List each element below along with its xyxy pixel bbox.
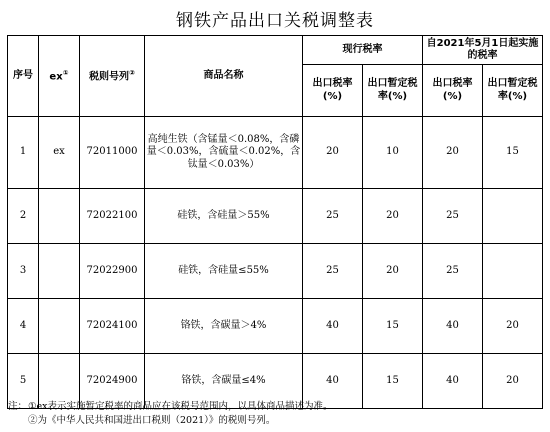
header-name: 商品名称 — [145, 36, 303, 117]
cell-code: 72011000 — [80, 117, 145, 189]
cell-new-export: 20 — [423, 117, 483, 189]
header-current-rates: 现行税率 — [303, 36, 423, 65]
table-row — [8, 189, 543, 244]
cell-current-temp: 15 — [363, 354, 423, 409]
footnote-mark-1: ① — [62, 68, 69, 77]
header-code-text: 税则号列 — [89, 70, 130, 82]
header-new-rates: 自2021年5月1日起实施的税率 — [423, 36, 543, 65]
cell-new-temp — [483, 244, 543, 299]
cell-new-temp — [483, 189, 543, 244]
header-seq: 序号 — [8, 36, 39, 117]
cell-ex — [39, 244, 80, 299]
table-row — [8, 299, 543, 354]
cell-new-temp: 15 — [483, 117, 543, 189]
header-ex — [39, 36, 80, 117]
cell-code: 72022900 — [80, 244, 145, 299]
cell-current-temp: 20 — [363, 189, 423, 244]
cell-new-export: 40 — [423, 354, 483, 409]
cell-seq: 2 — [8, 189, 39, 244]
cell-code: 72022100 — [80, 189, 145, 244]
cell-ex — [39, 299, 80, 354]
page-title: 钢铁产品出口关税调整表 — [176, 11, 374, 31]
cell-name: 高纯生铁（含锰量＜0.08%，含磷量＜0.03%，含硫量＜0.02%，含钛量＜0.03%） — [145, 117, 303, 189]
cell-current-export: 25 — [303, 189, 363, 244]
cell-current-temp: 20 — [363, 244, 423, 299]
footnote-mark-2: ② — [129, 68, 135, 77]
cell-name: 硅铁，含硅量≤55% — [145, 244, 303, 299]
table-row — [8, 244, 543, 299]
cell-seq: 1 — [8, 117, 39, 189]
header-code — [80, 36, 145, 117]
tariff-table — [7, 35, 543, 409]
cell-code: 72024900 — [80, 354, 145, 409]
cell-current-export: 25 — [303, 244, 363, 299]
cell-ex — [39, 189, 80, 244]
cell-current-temp: 10 — [363, 117, 423, 189]
footnote-2: ②为《中华人民共和国进出口税则（2021）》的税则号列。 — [28, 415, 276, 426]
cell-name: 铬铁，含碳量≤4% — [145, 354, 303, 409]
cell-current-temp: 15 — [363, 299, 423, 354]
cell-new-temp: 20 — [483, 354, 543, 409]
cell-ex: ex — [39, 117, 80, 189]
notes-label: 注： — [8, 401, 28, 412]
cell-seq: 4 — [8, 299, 39, 354]
header-new-temp-rate: 出口暂定税率(%) — [483, 65, 543, 117]
cell-current-export: 20 — [303, 117, 363, 189]
cell-code: 72024100 — [80, 299, 145, 354]
cell-seq: 3 — [8, 244, 39, 299]
cell-seq: 5 — [8, 354, 39, 409]
cell-name: 硅铁，含硅量＞55% — [145, 189, 303, 244]
cell-new-temp: 20 — [483, 299, 543, 354]
cell-new-export: 40 — [423, 299, 483, 354]
cell-new-export: 25 — [423, 244, 483, 299]
header-ex-text: ex — [49, 70, 63, 82]
header-current-export-rate: 出口税率(%) — [303, 65, 363, 117]
cell-current-export: 40 — [303, 354, 363, 409]
cell-current-export: 40 — [303, 299, 363, 354]
cell-name: 铬铁，含碳量＞4% — [145, 299, 303, 354]
header-new-export-rate: 出口税率(%) — [423, 65, 483, 117]
cell-new-export: 25 — [423, 189, 483, 244]
footnote-1: ①ex表示实施暂定税率的商品应在该税号范围内，以具体商品描述为准。 — [28, 401, 333, 412]
header-current-temp-rate: 出口暂定税率(%) — [363, 65, 423, 117]
table-row — [8, 117, 543, 189]
